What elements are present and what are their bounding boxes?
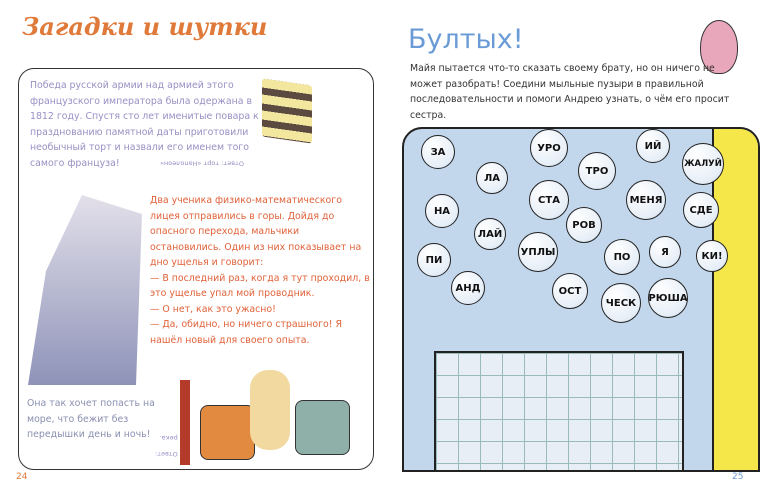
riddle-river	[27, 396, 178, 458]
bubble-syllable[interactable]: ЧЕСК	[601, 283, 641, 323]
bubble-syllable[interactable]: ПИ	[417, 243, 451, 277]
cake-illustration	[262, 78, 312, 143]
bubble-syllable[interactable]: РЮША	[648, 278, 688, 318]
section-title: Загадки и шутки	[22, 12, 268, 41]
puzzle-instructions: Майя пытается что-то сказать своему брату, но он ничего не может разобрать! Соедини мыльные пузыри в правильной последовательности и помоги Андрею узнать, о чём его просит сестра.	[410, 63, 730, 121]
bubble-syllable[interactable]: УПЛЫ	[518, 232, 558, 272]
riddle-napoleon	[30, 78, 270, 171]
riddle-text: Она так хочет попасть на море, что бежит без передышки день и ночь!	[27, 398, 155, 440]
bubble-syllable[interactable]: Я	[649, 236, 681, 268]
bubble-syllable[interactable]: ПО	[604, 239, 640, 275]
bubble-syllable[interactable]: УРО	[530, 129, 568, 167]
bubble-syllable[interactable]: АНД	[451, 271, 485, 305]
page-number-right: 25	[732, 472, 744, 482]
bubble-syllable[interactable]: РОВ	[566, 207, 602, 243]
bubble-syllable[interactable]: ЗА	[421, 135, 455, 169]
bubble-syllable[interactable]: ОСТ	[552, 273, 588, 309]
bubble-syllable[interactable]: ЛАЙ	[474, 218, 506, 250]
puzzle-title: Бултых!	[408, 24, 524, 55]
bubble-syllable[interactable]: СДЕ	[683, 192, 719, 228]
riddle-answer: Ответ: торт «Наполеон»	[160, 159, 244, 168]
bubble-syllable[interactable]: КИ!	[696, 240, 728, 272]
riddle-text: Победа русской армии над армией этого французского императора была одержана в 1812 году. Спустя сто лет именитые повара к празднованию памятной даты приготовили необычный торт и назвали его именем того самого француза!	[30, 80, 259, 169]
page-number-left: 24	[16, 472, 28, 482]
bubble-syllable[interactable]: ЛА	[476, 162, 508, 194]
bubble-syllable[interactable]: МЕНЯ	[626, 180, 666, 220]
bubble-syllable[interactable]: ИЙ	[636, 129, 670, 163]
door	[712, 129, 760, 472]
bubble-syllable[interactable]: ТРО	[578, 152, 616, 190]
bubble-syllable[interactable]: ЖАЛУЙ	[682, 143, 724, 185]
joke-text: Два ученика физико-математического лицея отправились в горы. Дойдя до опасного перехода, мальчики остановились. Один из них показывает на дно ущелья и говорит: — В последний раз, когда я тут проходил, в это ущелье упал мой проводник. — О нет, как это ужасно! — Да, обидно, но ничего страшного! Я нашёл новый для своего опыта.	[150, 195, 370, 346]
bathtub	[434, 351, 684, 472]
bubble-syllable[interactable]: СТА	[529, 180, 569, 220]
girl-suitcases-illustration	[180, 360, 350, 465]
riddle-answer: Ответ: река.	[155, 434, 178, 458]
bubble-syllable[interactable]: НА	[425, 194, 459, 228]
